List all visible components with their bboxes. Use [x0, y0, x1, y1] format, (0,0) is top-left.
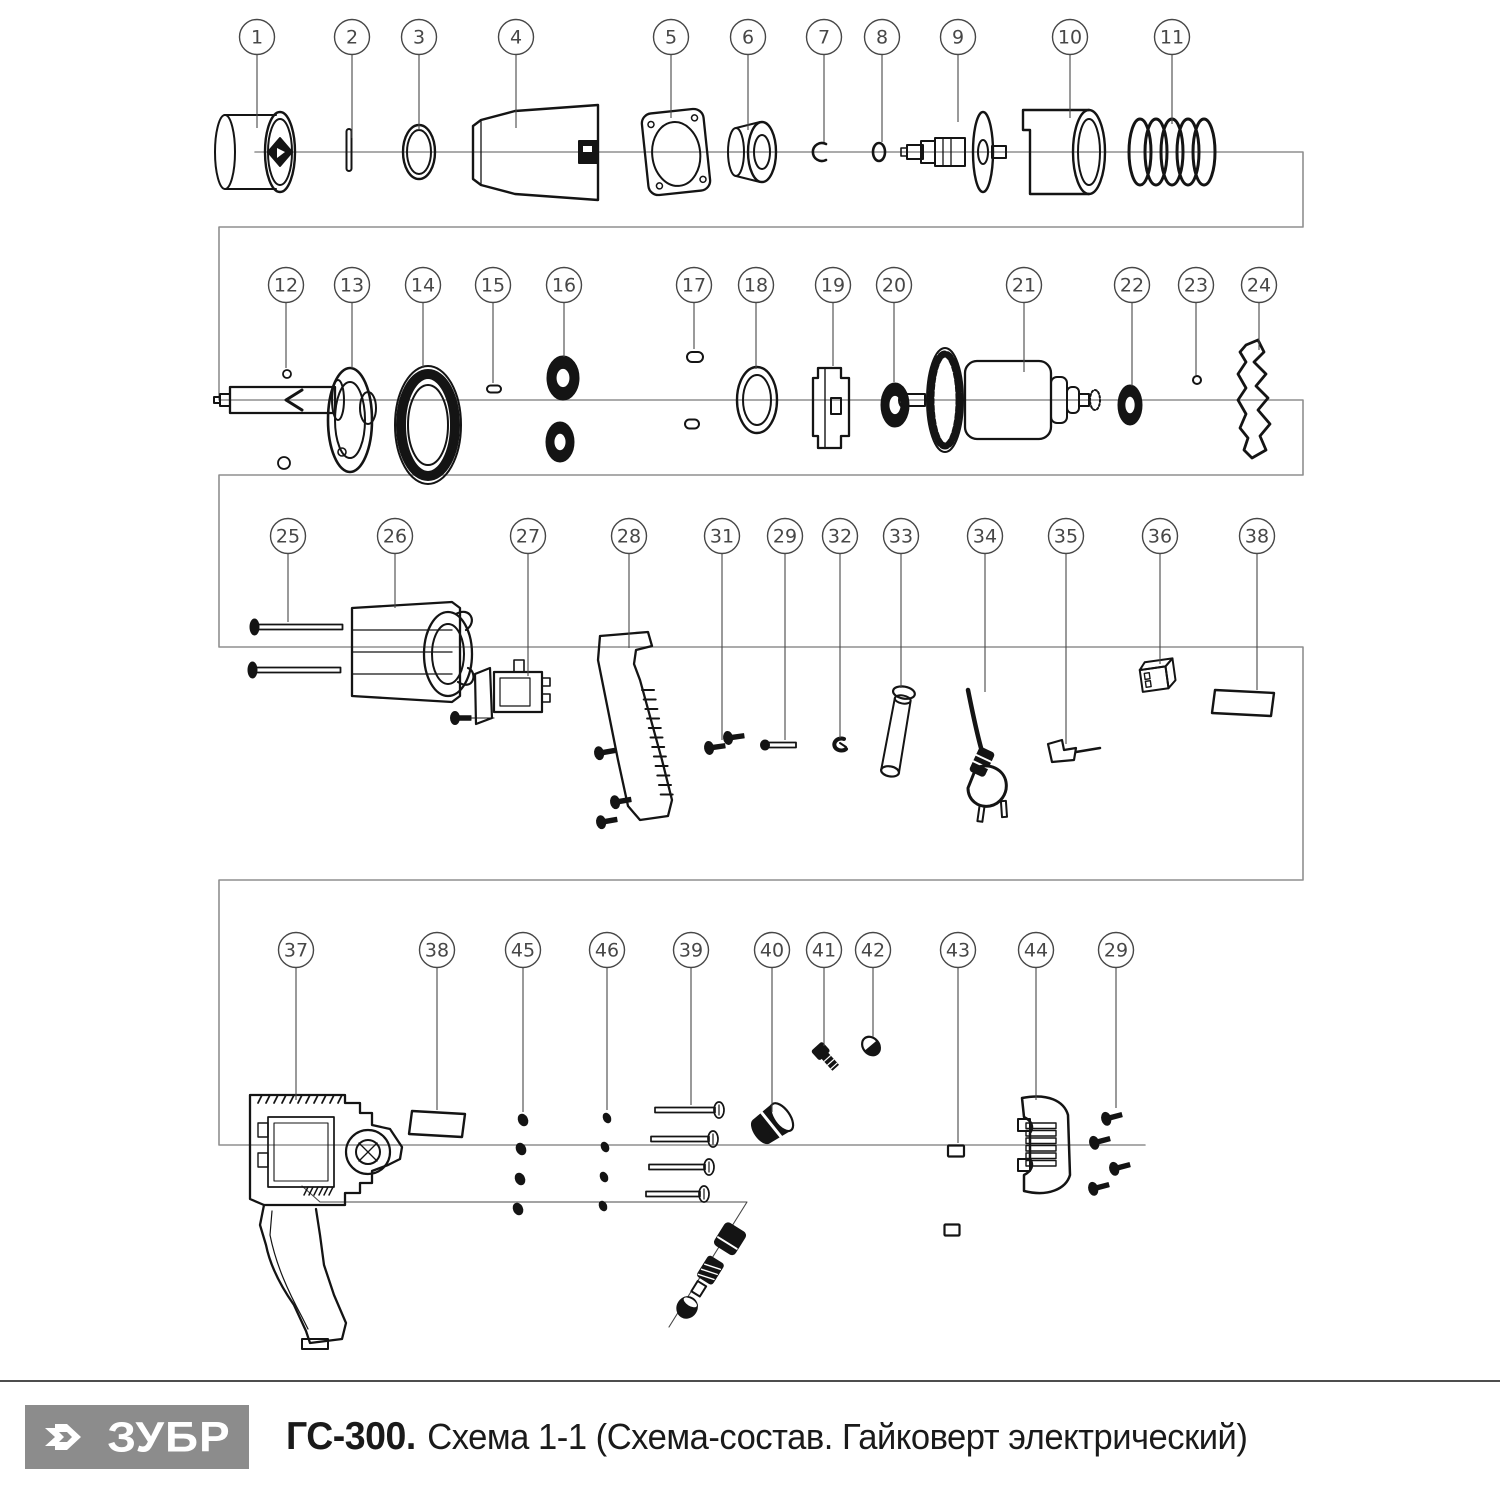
key-block-drawing — [948, 1146, 964, 1157]
screw-set-drawing — [1087, 1108, 1131, 1196]
callout-number-23: 23 — [1183, 274, 1209, 297]
callout-number-27: 27 — [515, 525, 541, 548]
callout-1 — [240, 20, 275, 129]
steel-ball-drawing — [1193, 376, 1201, 384]
brush-holder-drawing — [1139, 658, 1177, 691]
callout-44 — [1019, 933, 1054, 1101]
roll-pin-drawing — [347, 129, 352, 171]
callout-number-19: 19 — [820, 274, 846, 297]
callout-29 — [768, 519, 803, 741]
baffle-bracket-drawing — [1238, 340, 1270, 458]
callout-number-29: 29 — [772, 525, 798, 548]
callout-14 — [406, 268, 441, 369]
callout-25 — [271, 519, 306, 623]
footer — [0, 1380, 1500, 1500]
callout-9 — [941, 20, 976, 123]
brand-logo-text: ЗУБР — [107, 1413, 231, 1461]
impact-ring-drawing — [395, 366, 461, 484]
callout-number-16: 16 — [551, 274, 577, 297]
callout-43 — [941, 933, 976, 1144]
long-screw-set-drawing — [646, 1102, 724, 1202]
callout-45 — [506, 933, 541, 1113]
callout-number-4: 4 — [509, 26, 523, 49]
callout-number-12: 12 — [273, 274, 299, 297]
spindle-drawing — [214, 370, 344, 469]
callout-number-43: 43 — [945, 939, 971, 962]
callout-number-45: 45 — [510, 939, 536, 962]
callout-11 — [1155, 20, 1190, 125]
callout-number-32: 32 — [827, 525, 853, 548]
callout-number-38: 38 — [1244, 525, 1270, 548]
callout-number-34: 34 — [972, 525, 998, 548]
callout-number-28: 28 — [616, 525, 642, 548]
cam-plate-drawing — [813, 368, 849, 448]
callout-39 — [674, 933, 709, 1106]
power-cord-plug-drawing — [968, 690, 1007, 822]
callout-13 — [335, 268, 370, 369]
callout-number-31: 31 — [709, 525, 735, 548]
callout-number-40: 40 — [759, 939, 785, 962]
callout-number-24: 24 — [1246, 274, 1272, 297]
callout-15 — [476, 268, 511, 384]
bearing-drawing — [547, 356, 579, 400]
callout-number-8: 8 — [875, 26, 889, 49]
callout-12 — [269, 268, 304, 369]
callout-number-26: 26 — [382, 525, 408, 548]
callout-38 — [1240, 519, 1275, 691]
callout-32 — [823, 519, 858, 739]
screw-small-drawing — [723, 729, 745, 745]
bearing-drawing — [546, 422, 574, 462]
callout-number-3: 3 — [412, 26, 426, 49]
callout-28 — [612, 519, 647, 649]
callout-7 — [807, 20, 842, 143]
callout-number-9: 9 — [951, 26, 965, 49]
callout-35 — [1049, 519, 1084, 745]
callout-33 — [884, 519, 919, 689]
callout-23 — [1179, 268, 1214, 376]
callout-24 — [1242, 268, 1277, 351]
callout-number-17: 17 — [681, 274, 707, 297]
long-screw-drawing — [248, 662, 341, 678]
callout-2 — [335, 20, 370, 139]
screw-set-drawing — [598, 1112, 613, 1212]
callout-20 — [877, 268, 912, 383]
callout-number-22: 22 — [1119, 274, 1145, 297]
callout-29 — [1099, 933, 1134, 1109]
callout-number-13: 13 — [339, 274, 365, 297]
clip-drawing — [834, 739, 846, 751]
switch-drawing — [451, 660, 551, 725]
callout-19 — [816, 268, 851, 367]
key-block-drawing — [945, 1225, 960, 1236]
cable-clamp-drawing — [1048, 740, 1100, 762]
callout-42 — [856, 933, 891, 1038]
bolt-drawing — [811, 1042, 840, 1072]
footer-divider — [0, 1380, 1500, 1382]
callout-6 — [731, 20, 766, 131]
callout-number-21: 21 — [1011, 274, 1037, 297]
callout-18 — [739, 268, 774, 370]
callout-number-44: 44 — [1023, 939, 1049, 962]
pin-small-drawing — [487, 386, 501, 393]
handle-half-drawing — [594, 632, 673, 829]
long-screw-drawing — [250, 619, 343, 635]
zubr-bison-icon — [43, 1414, 97, 1460]
callout-number-41: 41 — [811, 939, 837, 962]
callout-16 — [547, 268, 582, 358]
callout-number-2: 2 — [345, 26, 359, 49]
callout-34 — [968, 519, 1003, 693]
callout-3 — [402, 20, 437, 131]
callout-number-18: 18 — [743, 274, 769, 297]
callout-22 — [1115, 268, 1150, 387]
callout-number-25: 25 — [275, 525, 301, 548]
callout-number-38: 38 — [424, 939, 450, 962]
callout-number-14: 14 — [410, 274, 436, 297]
brand-logo — [25, 1405, 249, 1469]
hammer-disc-drawing — [328, 368, 376, 472]
callout-number-11: 11 — [1159, 26, 1185, 49]
callout-38 — [420, 933, 455, 1111]
callout-36 — [1143, 519, 1178, 665]
callout-number-36: 36 — [1147, 525, 1173, 548]
callout-number-1: 1 — [250, 26, 264, 49]
callout-40 — [755, 933, 790, 1113]
label-drawing — [1212, 690, 1274, 716]
callout-number-20: 20 — [881, 274, 907, 297]
carbon-brush-assembly-drawing — [671, 1221, 747, 1323]
screw-small-drawing — [704, 739, 726, 755]
callout-number-10: 10 — [1057, 26, 1083, 49]
callout-41 — [807, 933, 842, 1047]
callout-37 — [279, 933, 314, 1101]
callout-number-37: 37 — [283, 939, 309, 962]
callout-31 — [705, 519, 740, 741]
callout-number-5: 5 — [664, 26, 678, 49]
cord-guard-drawing — [878, 685, 915, 778]
page-title — [286, 1405, 1247, 1469]
screw-set-drawing — [511, 1113, 529, 1217]
pin-sleeve-drawing — [687, 352, 703, 362]
callout-number-29: 29 — [1103, 939, 1129, 962]
title-model: ГС-300. — [286, 1415, 416, 1458]
callout-number-39: 39 — [678, 939, 704, 962]
bearing-drawing — [1118, 385, 1142, 425]
callout-number-42: 42 — [860, 939, 886, 962]
callout-27 — [511, 519, 546, 677]
callout-46 — [590, 933, 625, 1111]
callout-10 — [1053, 20, 1088, 119]
callout-8 — [865, 20, 900, 143]
pin-sleeve-drawing — [685, 420, 699, 429]
callout-26 — [378, 519, 413, 609]
callout-number-46: 46 — [594, 939, 620, 962]
screw-drawing — [761, 740, 797, 750]
label-drawing — [409, 1111, 465, 1137]
callout-number-35: 35 — [1053, 525, 1079, 548]
callout-5 — [654, 20, 689, 119]
stator-drawing — [352, 602, 473, 702]
callout-number-15: 15 — [480, 274, 506, 297]
title-description: Схема 1-1 (Схема-состав. Гайковерт электрический) — [427, 1416, 1248, 1457]
callout-4 — [499, 20, 534, 129]
callout-17 — [677, 268, 712, 350]
callout-21 — [1007, 268, 1042, 373]
callout-number-6: 6 — [741, 26, 755, 49]
callout-number-33: 33 — [888, 525, 914, 548]
callout-number-7: 7 — [817, 26, 831, 49]
sleeve-drawing — [858, 1033, 883, 1059]
motor-housing-drawing — [250, 1095, 402, 1349]
